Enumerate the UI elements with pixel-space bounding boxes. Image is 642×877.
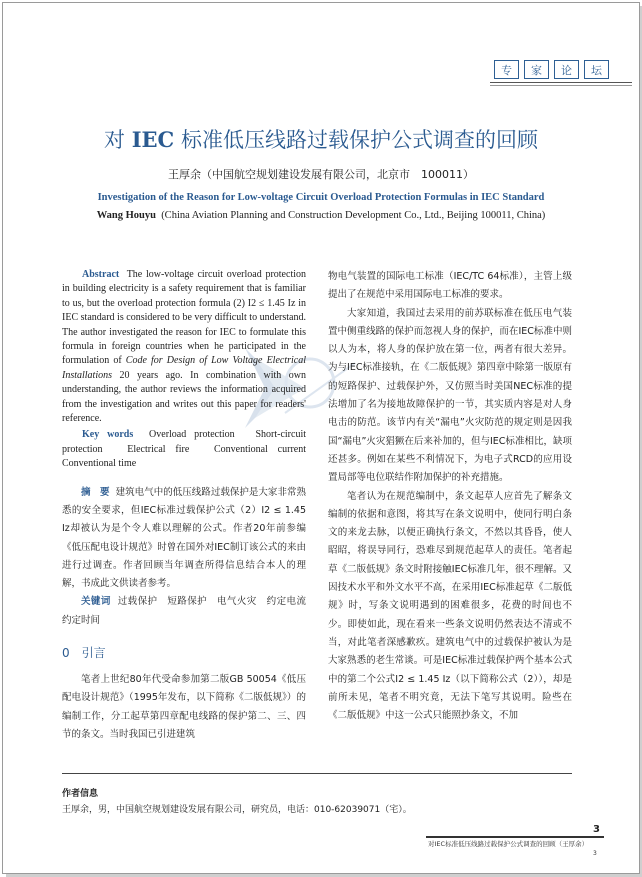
keywords-cn-text: 过载保护 短路保护 电气火灾 约定电流 约定时间 <box>62 596 316 626</box>
footnote-text: 王厚余，男，中国航空规划建设发展有限公司，研究员，电话：010-62039071（宅）。 <box>62 805 412 815</box>
body-paragraph: 大家知道，我国过去采用的前苏联标准在低压电气装置中侧重线路的保护而忽视人身的保护，而在IEC标准中则以人为本，将人身的保护放在第一位，两者有很大差异。为与IEC标准接轨，在《二版低规》第四章中除第一版原有的短路保护、过载保护外，又仿照当时美国NEC标准的提法增加了名为接地故障保护的一节，其实质内容是对人身电击的防范。该节内有关“漏电”火灾防范的规定则是因我国“漏电”火灾猖獗在后来补加的，但与IEC标准相比，缺项还甚多。例如在某些不利情况下，为电子式RCD的应用设置局部等电位联结作附加保护的补充措施。 <box>328 307 572 484</box>
body-paragraph: 物电气装置的国际电工标准（IEC/TC 64标准），主管上级提出了在规范中采用国际电工标准的要求。 <box>328 271 572 301</box>
page-number: 3 <box>593 824 600 835</box>
running-head: 对IEC标准低压线路过载保护公式调查的回顾（王厚余） <box>428 840 589 848</box>
footnote-rule <box>62 773 572 774</box>
keywords-en <box>62 428 316 471</box>
running-head-rule <box>426 836 604 838</box>
abstract-italic-title: Code for Design of Low Voltage Electrical Installations <box>62 355 307 381</box>
title-cn: 对 IEC 标准低压线路过载保护公式调查的回顾 <box>104 127 538 152</box>
keywords-label: Key words <box>82 429 134 441</box>
abstract-cn-text: 建筑电气中的低压线路过载保护是大家非常熟悉的安全要求，但IEC标准过载保护公式（2）I2 ≤ 1.45 Iz却被认为是个令人难以理解的公式。作者20年前参编《低压配电设计规范》时曾在国外对IEC制订该公式的来由进行过调查。作者回顾当年调查所得信息结合本人的理解，书成此文供读者参考。 <box>62 486 306 590</box>
header-rule-thin <box>490 85 632 86</box>
right-column <box>328 268 572 725</box>
author-en: Wang Houyu (China Aviation Planning and Construction Development Co., Ltd., Beijing 100011, China) <box>96 210 546 221</box>
column-tag <box>494 60 614 79</box>
header-rule <box>490 82 632 83</box>
left-column <box>62 268 316 744</box>
abstract-en <box>62 268 306 426</box>
column-tag-char: 家 <box>524 60 549 79</box>
title-en: Investigation of the Reason for Low-voltage Circuit Overload Protection Formulas in IEC Standard <box>97 192 545 203</box>
abstract-label: Abstract <box>82 269 120 280</box>
footnote-label: 作者信息 <box>62 789 99 799</box>
keywords-text: Overload protection Short-circuit protection Electrical fire Conventional current Conventional time <box>62 429 316 470</box>
section-heading: 0 引言 <box>62 646 106 661</box>
column-tag-char: 专 <box>494 60 519 79</box>
column-tag-char: 坛 <box>584 60 609 79</box>
page-number-small: 3 <box>593 850 597 857</box>
keywords-cn <box>62 593 316 630</box>
body-paragraph: 笔者上世纪80年代受命参加第二版GB 50054《低压配电设计规范》（1995年发布，以下简称《二版低规》）的编制工作，分工起草第四章配电线路的保护第二、三、四节的条文。当时我国已引进建筑 <box>62 674 306 740</box>
keywords-cn-label: 关键词 <box>81 596 111 608</box>
abstract-cn <box>62 484 306 594</box>
column-tag-char: 论 <box>554 60 579 79</box>
abstract-text-2: 20 years ago. In combination with own understanding, the author reviews the information acquired from the investigation and writes out this paper for readers' reference. <box>62 369 306 425</box>
body-paragraph: 笔者认为在规范编制中，条文起草人应首先了解条文编制的依据和意图，将其写在条文说明中，使同行明白条文的来龙去脉，以便正确执行条文，不然以其昏昏，使人昭昭，将误导同行，恐难尽到规范起草人的责任。笔者起草《二版低规》条文时附接触IEC标准几年，很不理解。又因技术水平和外文水平不高，在采用IEC标准起草《二版低规》时，写条文说明遇到的困难很多，花费的时间也不少。即使如此，现在看来一些条文说明仍然表达不清或不当，对此笔者深感歉疚。建筑电气中的过载保护被认为是大家熟悉的老生常谈。可是IEC标准过载保护两个基本公式中的第二个公式I2 ≤ 1.45 Iz（以下简称公式（2）），却是前所未见，笔者不明究竟，无法下笔写其说明。险些在《二版低规》中这一公式只能照抄条文，不加 <box>328 490 572 722</box>
abstract-cn-label: 摘 要 <box>81 486 110 498</box>
author-cn: 王厚余（中国航空规划建设发展有限公司，北京市 100011） <box>168 168 474 181</box>
abstract-text-1: The low-voltage circuit overload protection in building electricity is a safety requirement that is familiar to us, but the overload protection formula (2) I2 ≤ 1.45 Iz in IEC standard is considered to be very difficult to understand. The author investigated the reason for IEC to formulate this formula in foreign countries when he participated in the formulation of <box>62 269 306 367</box>
